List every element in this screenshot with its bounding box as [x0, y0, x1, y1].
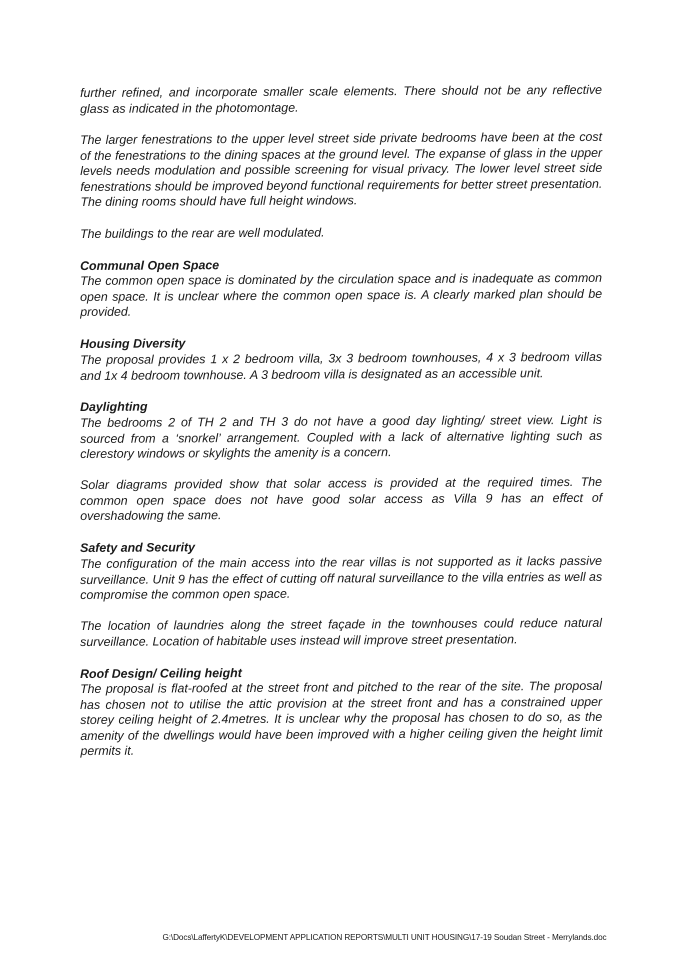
heading-communal-open-space: Communal Open Space	[80, 257, 220, 273]
intro-paragraph-2: The larger fenestrations to the upper level street side private bedrooms have been at the cost of the fenestrations to the dining spaces at the ground level. The expanse of glass in the upper levels needs modulation and possible screening for visual privacy. The lower level street side fenestrations should be improved beyond functional requirements for better street presentation. The dining rooms should have full height windows.	[80, 129, 603, 210]
daylighting-paragraph-1: The bedrooms 2 of TH 2 and TH 3 do not have a good day lighting/ street view. Light is sourced from a ‘snorkel’ arrangement. Coupled with a lack of alternative lighting such as clerestory windows or skylights the amenity is a concern.	[80, 412, 603, 461]
section-housing-diversity	[80, 337, 602, 384]
section-roof-design	[80, 667, 602, 761]
intro-paragraph-3: The buildings to the rear are well modulated.	[80, 225, 325, 242]
heading-roof-design: Roof Design/ Ceiling height	[80, 665, 242, 681]
daylighting-paragraph-2: Solar diagrams provided show that solar access is provided at the required times. The common open space does not have good solar access as Villa 9 has an effect of overshadowing the same.	[80, 475, 603, 524]
communal-paragraph-1: The common open space is dominated by the circulation space and is inadequate as common open space. It is unclear where the common open space is. A clearly marked plan should be provided.	[80, 271, 603, 320]
document-body	[80, 82, 603, 776]
heading-housing-diversity: Housing Diversity	[80, 336, 186, 352]
footer-file-path: G:\Docs\LaffertyK\DEVELOPMENT APPLICATION REPORTS\MULTI UNIT HOUSING\17-19 Soudan Street - Merrylands.doc	[162, 933, 607, 942]
heading-daylighting: Daylighting	[80, 399, 148, 414]
section-communal-open-space	[80, 259, 602, 321]
heading-safety-and-security: Safety and Security	[80, 540, 196, 556]
section-daylighting	[80, 400, 602, 525]
section-safety-and-security	[80, 541, 602, 651]
roof-paragraph-1: The proposal is flat-roofed at the street front and pitched to the rear of the site. The proposal has chosen not to utilise the attic provision at the street front and has a constrained upper storey ceiling height of 2.4metres. It is unclear why the proposal has chosen to do so, as the amenity of the dwellings would have been improved with a higher ceiling given the height limit permits it.	[80, 679, 603, 759]
safety-paragraph-2: The location of laundries along the street façade in the townhouses could reduce natural surveillance. Location of habitable uses instead will improve street presentation.	[80, 616, 603, 650]
safety-paragraph-1: The configuration of the main access into the rear villas is not supported as it lacks passive surveillance. Unit 9 has the effect of cutting off natural surveillance to the villa entries as well as compromise the common open space.	[80, 553, 603, 602]
intro-paragraph-1: further refined, and incorporate smaller scale elements. There should not be any reflective glass as indicated in the photomontage.	[80, 82, 603, 116]
diversity-paragraph-1: The proposal provides 1 x 2 bedroom villa, 3x 3 bedroom townhouses, 4 x 3 bedroom villas and 1x 4 bedroom townhouse. A 3 bedroom villa is designated as an accessible unit.	[80, 349, 603, 383]
